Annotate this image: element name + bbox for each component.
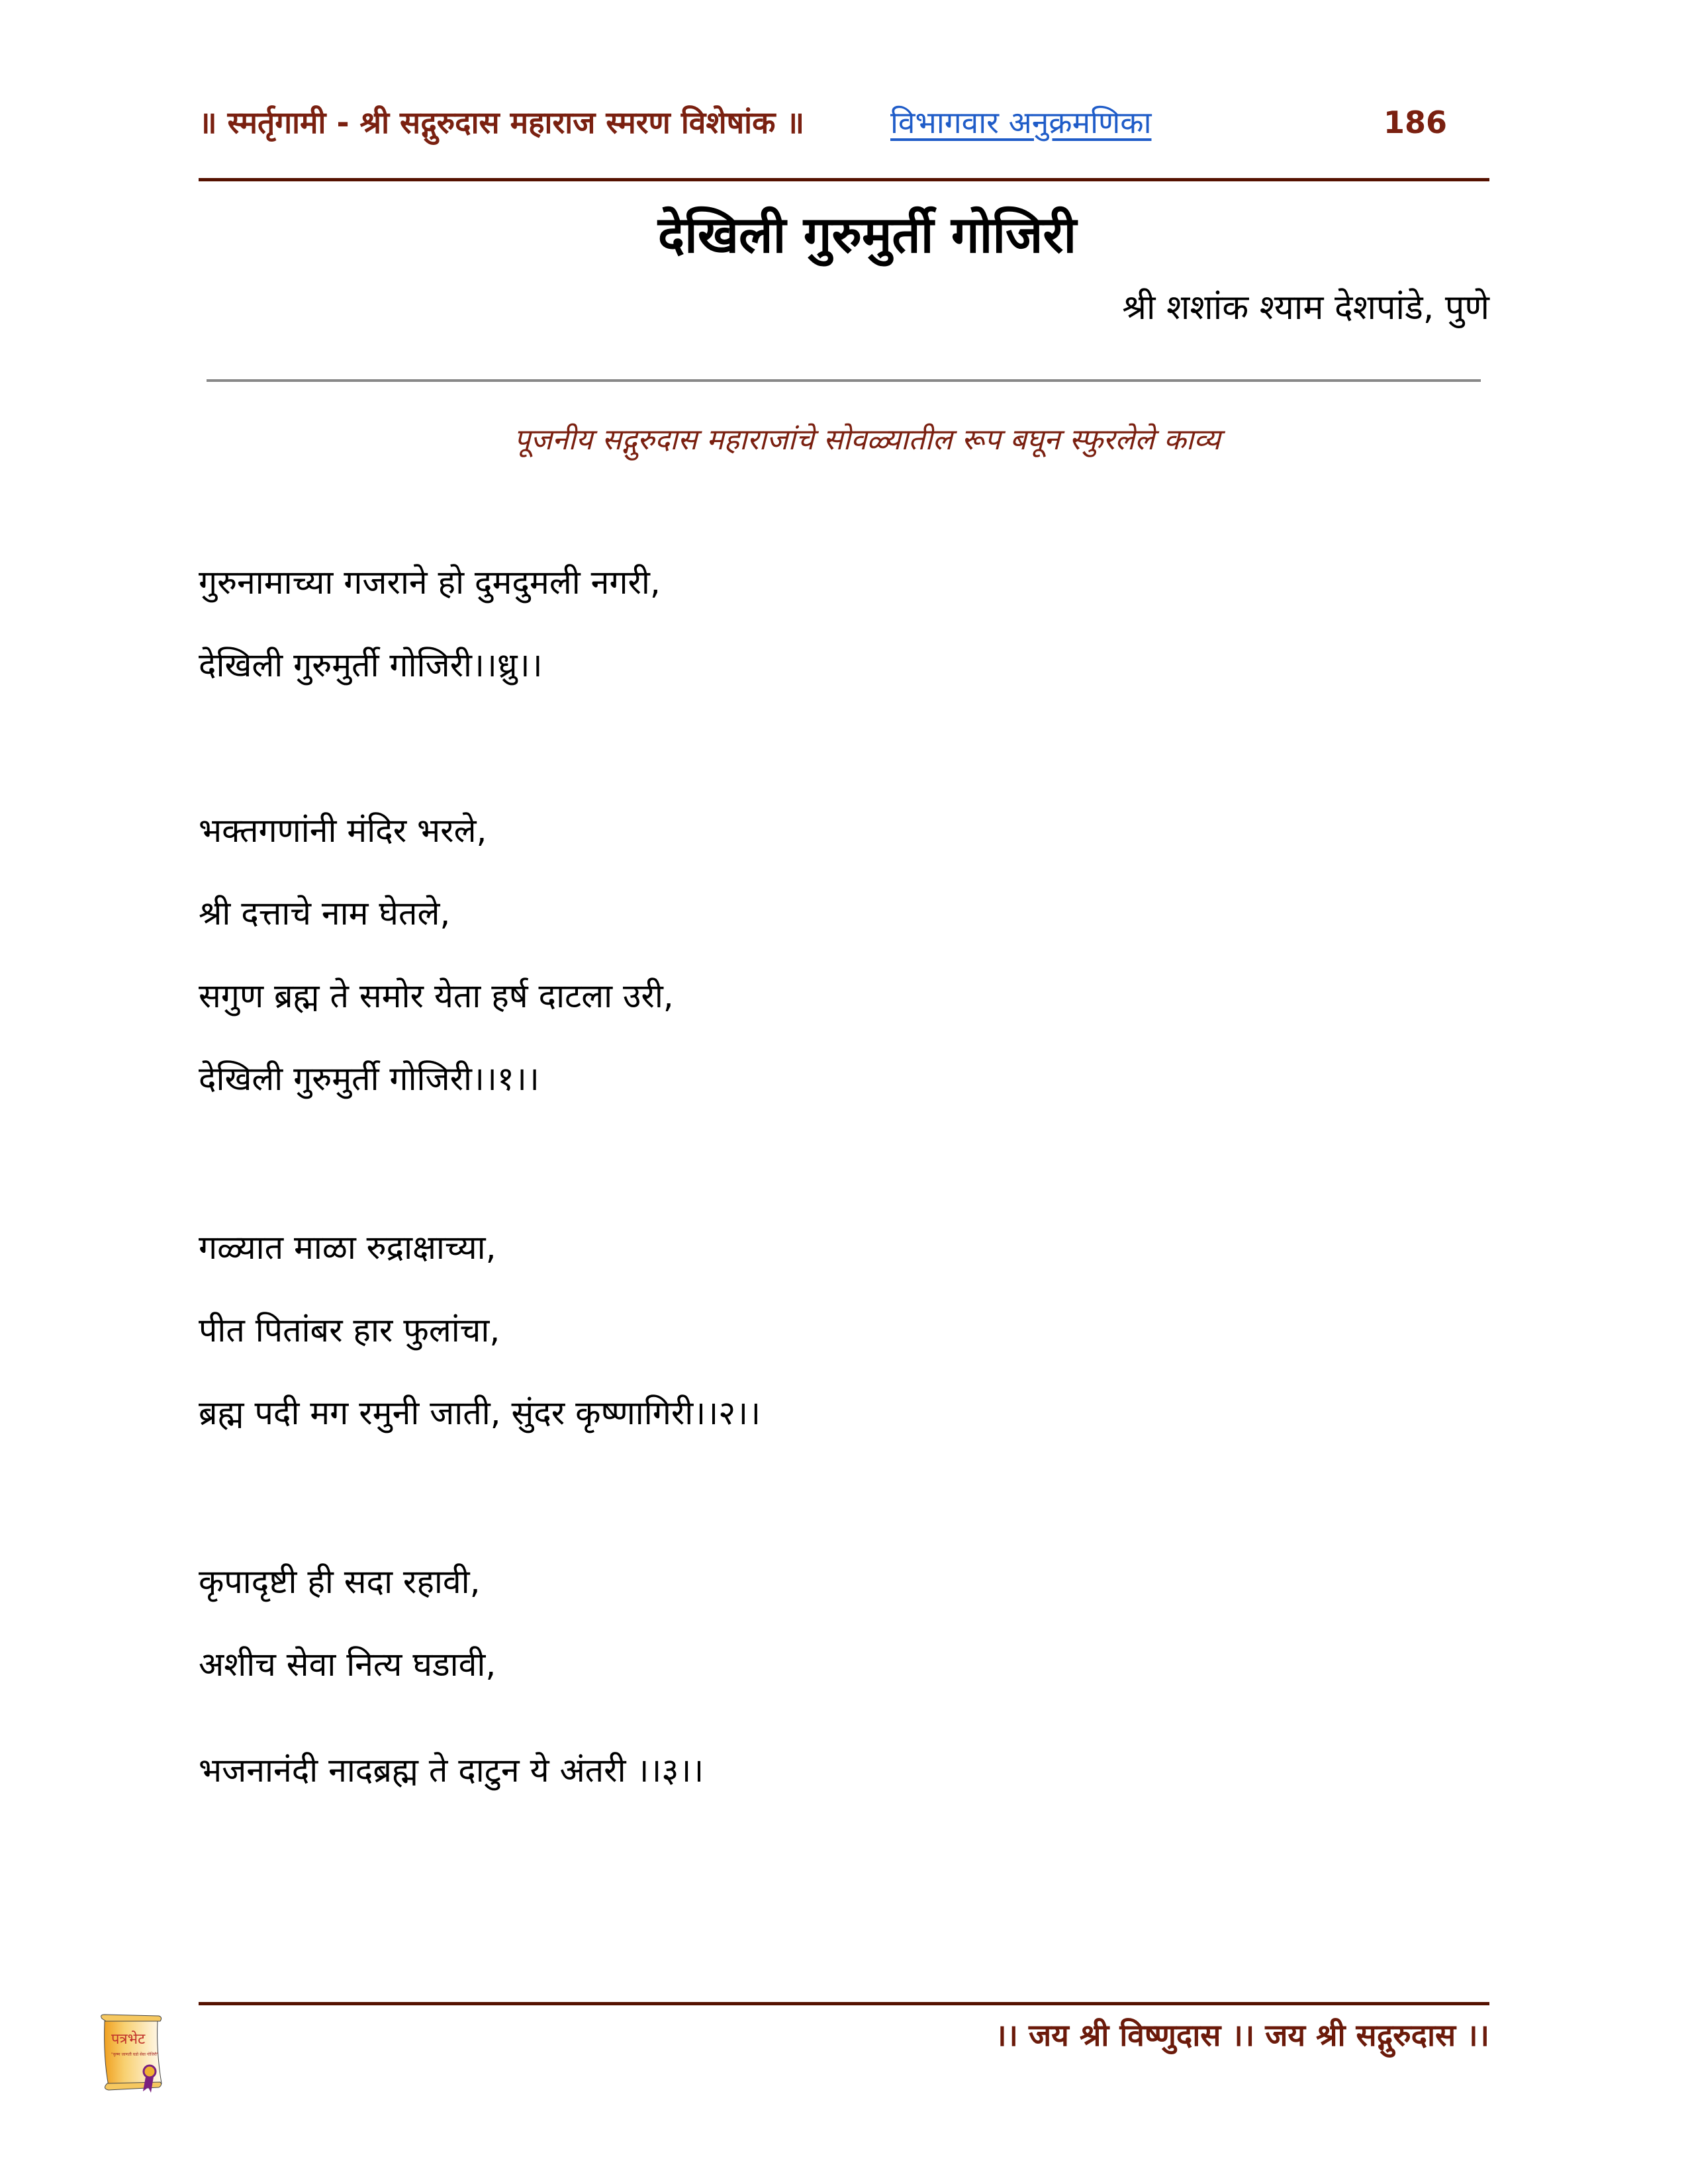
article-subtitle: पूजनीय सद्गुरुदास महाराजांचे सोवळ्यातील रूप बघून स्फुरलेले काव्य bbox=[514, 423, 1221, 457]
poem-line: श्री दत्ताचे नाम घेतले, bbox=[199, 894, 451, 933]
poem-line: भक्तगणांनी मंदिर भरले, bbox=[199, 811, 487, 850]
logo-label: पत्रभेट bbox=[111, 2031, 146, 2048]
poem-line: भजनानंदी नादब्रह्म ते दाटुन ये अंतरी ।।३।। bbox=[199, 1751, 704, 1790]
poem-line: पीत पितांबर हार फुलांचा, bbox=[199, 1311, 500, 1349]
poem-line: कृपादृष्टी ही सदा रहावी, bbox=[199, 1563, 481, 1601]
poem-line: ब्रह्म पदी मग रमुनी जाती, सुंदर कृष्णागिरी।।२।। bbox=[199, 1394, 761, 1432]
poem-line: गुरुनामाच्या गजराने हो दुमदुमली नगरी, bbox=[199, 563, 661, 602]
scroll-icon bbox=[93, 2012, 165, 2095]
page-number: 186 bbox=[1383, 105, 1448, 140]
patrabhet-logo bbox=[93, 2012, 165, 2095]
title-divider bbox=[207, 379, 1481, 382]
article-title: देखिली गुरुमुर्ती गोजिरी bbox=[657, 205, 1077, 264]
poem-line: गळ्यात माळा रुद्राक्षाच्या, bbox=[199, 1228, 496, 1267]
poem-line: देखिली गुरुमुर्ती गोजिरी।।ध्रु।। bbox=[199, 646, 543, 684]
section-index-link[interactable]: विभागवार अनुक्रमणिका bbox=[890, 105, 1152, 140]
article-author: श्री शशांक श्याम देशपांडे, पुणे bbox=[1122, 288, 1489, 328]
logo-tagline: "कृष्ण जाणती घडो सेवा गोजिरी" bbox=[111, 2052, 159, 2057]
header-divider bbox=[199, 178, 1489, 181]
poem-line: सगुण ब्रह्म ते समोर येता हर्ष दाटला उरी, bbox=[199, 977, 674, 1015]
publication-title: ॥ स्मर्तृगामी - श्री सद्गुरुदास महाराज स्मरण विशेषांक ॥ bbox=[199, 105, 804, 140]
footer-divider bbox=[199, 2002, 1489, 2005]
poem-line: देखिली गुरुमुर्ती गोजिरी।।१।। bbox=[199, 1060, 539, 1098]
footer-slogan: ।। जय श्री विष्णुदास ।। जय श्री सद्गुरुदास ।। bbox=[995, 2017, 1489, 2053]
poem-line: अशीच सेवा नित्य घडावी, bbox=[199, 1645, 496, 1684]
